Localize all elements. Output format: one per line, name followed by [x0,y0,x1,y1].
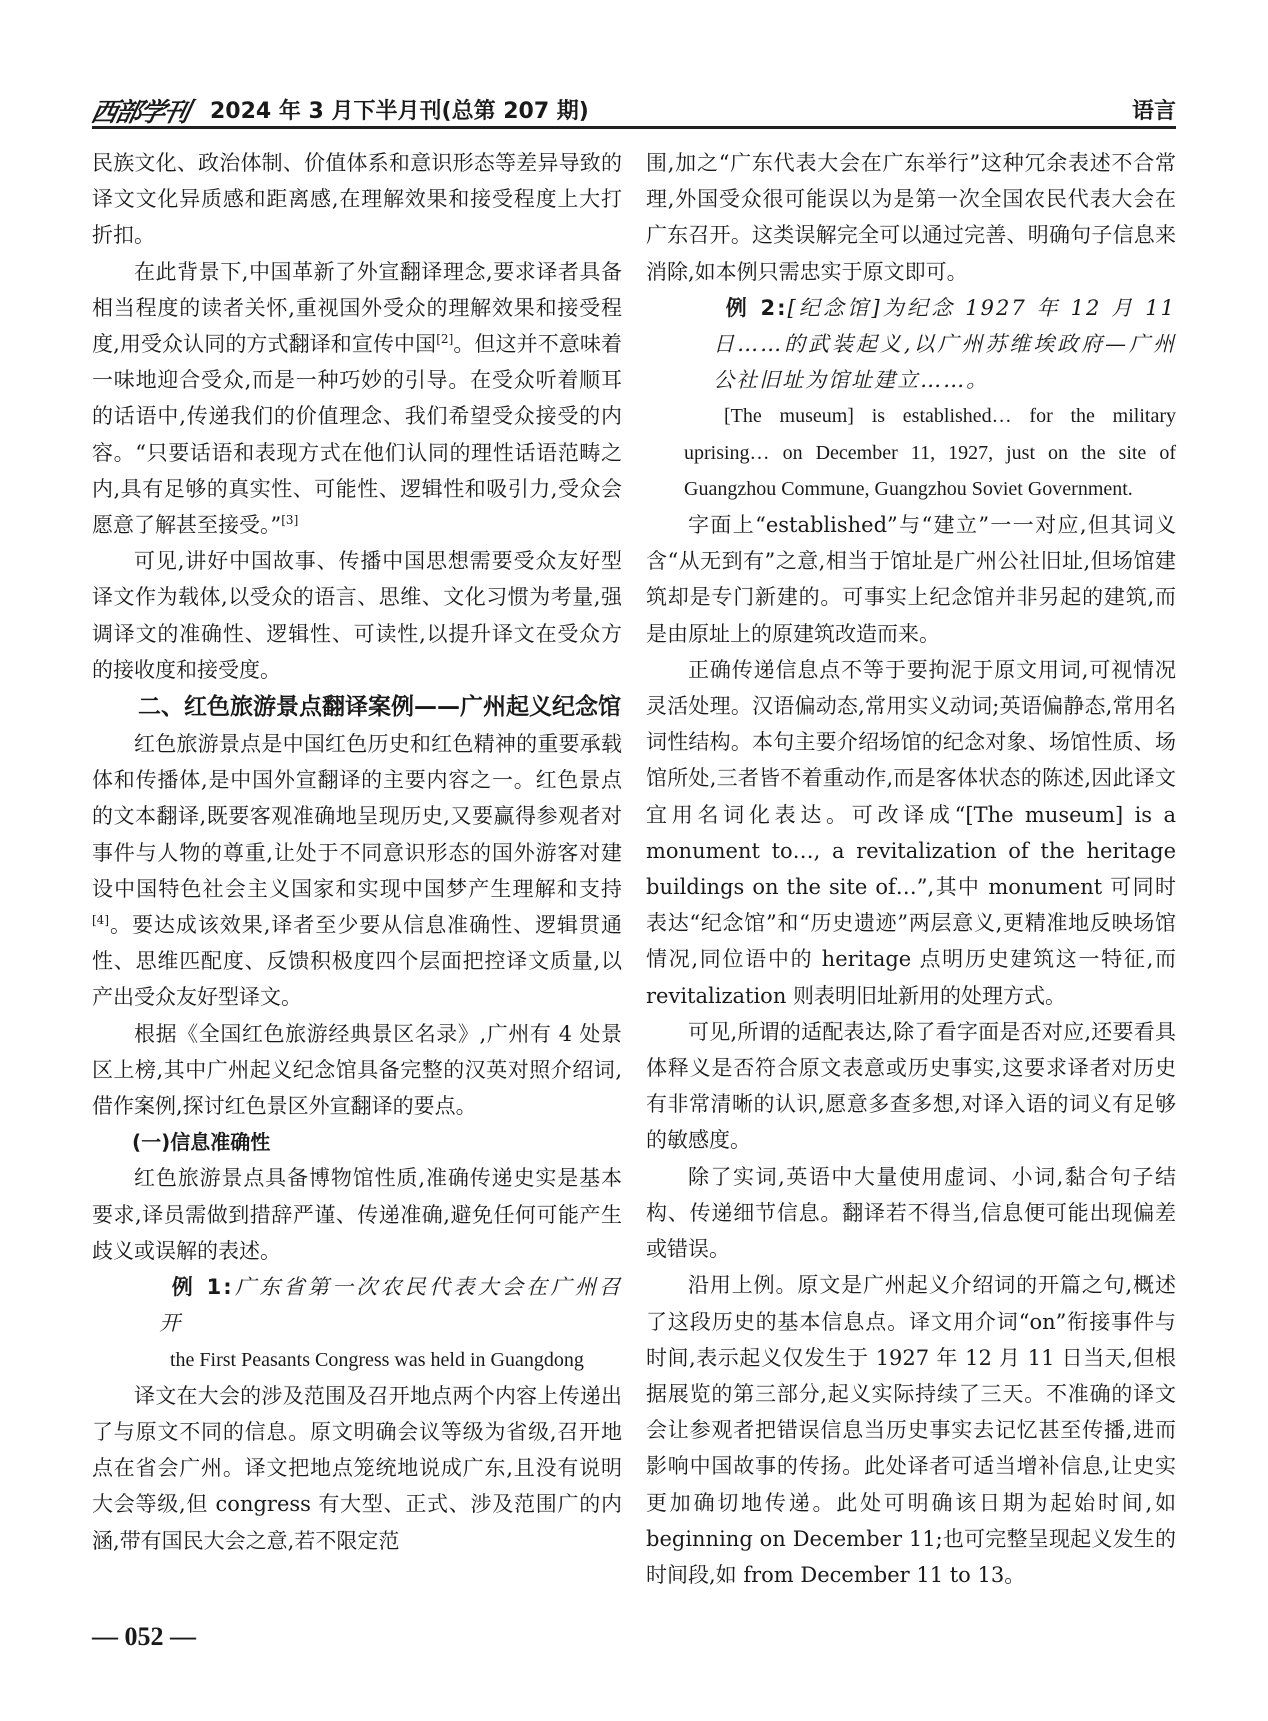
running-header [88,92,1176,130]
paragraph: 在此背景下,中国革新了外宣翻译理念,要求译者具备相当程度的读者关怀,重视国外受众的理解效果和接受程度,用受众认同的方式翻译和宣传中国[2]。但这并不意味着一味地迎合受众,而是一种巧妙的引导。在受众听着顺耳的话语中,传递我们的价值理念、我们希望受众接受的内容。“只要话语和表现方式在他们认同的理性话语范畴之内,具有足够的真实性、可能性、逻辑性和吸引力,受众会愿意了解甚至接受。”[3] [92,259,622,538]
paragraph: 根据《全国红色旅游经典景区名录》,广州有 4 处景区上榜,其中广州起义纪念馆具备完整的汉英对照介绍词,借作案例,探讨红色景区外宣翻译的要点。 [92,1021,622,1119]
paragraph: 民族文化、政治体制、价值体系和意识形态等差异导致的译文文化异质感和距离感,在理解效果和接受程度上大打折扣。 [92,151,622,248]
right-column [646,145,1176,1593]
example-translation: the First Peasants Congress was held in Guangdong [170,1348,584,1371]
example-label: 例 2: [725,295,788,320]
citation: [4] [92,913,109,928]
section-name: 语言 [1131,99,1176,124]
paragraph: 沿用上例。原文是广州起义介绍词的开篇之句,概述了这段历史的基本信息点。译文用介词“on”衔接事件与时间,表示起义仅发生于 1927 年 12 月 11 日当天,但根据展览的第三部分,起义实际持续了三天。不准确的译文会让参观者把错误信息当历史事实去记忆甚至传播,进而影响中国故事的传扬。此处译者可适当增补信息,让史实更加确切地传递。此处可明确该日期为起始时间,如 beginning on December 11;也可完整呈现起义发生的时间段,如 from December 11 to 13。 [646,1273,1176,1587]
paragraph: 围,加之“广东代表大会在广东举行”这种冗余表述不合常理,外国受众很可能误以为是第一次全国农民代表大会在广东召开。这类误解完全可以通过完善、明确句子信息来消除,如本例只需忠实于原文即可。 [646,151,1176,284]
paragraph: 可见,所谓的适配表达,除了看字面是否对应,还要看具体释义是否符合原文表意或历史事实,这要求译者对历史有非常清晰的认识,愿意多查多想,对译入语的词义有足够的敏感度。 [646,1019,1176,1153]
example-source: 例 1:广东省第一次农民代表大会在广州召开 [159,1275,623,1336]
paragraph: 除了实词,英语中大量使用虚词、小词,黏合句子结构、传递细节信息。翻译若不得当,信息便可能出现偏差或错误。 [646,1164,1176,1262]
paragraph: 字面上“established”与“建立”一一对应,但其词义含“从无到有”之意,相当于馆址是广州公社旧址,但场馆建筑却是专门新建的。可事实上纪念馆并非另起的建筑,而是由原址上的原建筑改造而来。 [646,513,1176,646]
paragraph: 红色旅游景点具备博物馆性质,准确传递史实是基本要求,译员需做到措辞严谨、传递准确,避免任何可能产生歧义或误解的表述。 [92,1166,622,1263]
left-column [92,145,622,1559]
example-source: 例 2:[纪念馆]为纪念 1927 年 12 月 11 日……的武装起义,以广州苏维埃政府—广州公社旧址为馆址建立……。 [713,295,1176,393]
journal-logo: 西部学刊 [88,98,191,128]
citation: [3] [281,513,299,528]
issue-info: 2024 年 3 月下半月刊(总第 207 期) [210,99,589,124]
subsection-heading: (一)信息准确性 [132,1130,271,1155]
paragraph: 可见,讲好中国故事、传播中国思想需要受众友好型译文作为载体,以受众的语言、思维、文化习惯为考量,强调译文的准确性、逻辑性、可读性,以提升译文在受众方的接收度和接受度。 [92,549,622,682]
header-rule [92,126,1176,129]
page-number: — 052 — [92,1622,196,1651]
section-heading: 二、红色旅游景点翻译案例——广州起义纪念馆 [138,694,621,721]
citation: [2] [436,332,454,347]
paragraph: 译文在大会的涉及范围及召开地点两个内容上传递出了与原文不同的信息。原文明确会议等级为省级,召开地点在省会广州。译文把地点笼统地说成广东,且没有说明大会等级,但 congress 有大型、正式、涉及范围广的内涵,带有国民大会之意,若不限定范 [92,1383,622,1553]
paragraph: 正确传递信息点不等于要拘泥于原文用词,可视情况灵活处理。汉语偏动态,常用实义动词;英语偏静态,常用名词性结构。本句主要介绍场馆的纪念对象、场馆性质、场馆所处,三者皆不着重动作,而是客体状态的陈述,因此译文宜用名词化表达。可改译成“[The museum] is a monument to…, a revitalization of the heritage buildings on the site of…”,其中 monument 可同时表达“纪念馆”和“历史遗迹”两层意义,更精准地反映场馆情况,同位语中的 heritage 点明历史建筑这一特征,而 revitalization 则表明旧址新用的处理方式。 [646,657,1176,1008]
paragraph: 红色旅游景点是中国红色历史和红色精神的重要承载体和传播体,是中国外宣翻译的主要内容之一。红色景点的文本翻译,既要客观准确地呈现历史,又要赢得参观者对事件与人物的尊重,让处于不同意识形态的国外游客对建设中国特色社会主义国家和实现中国梦产生理解和支持[4]。要达成该效果,译者至少要从信息准确性、逻辑贯通性、思维匹配度、反馈积极度四个层面把控译文质量,以产出受众友好型译文。 [92,732,622,1010]
example-label: 例 1: [171,1275,234,1300]
example-translation: [The museum] is established… for the military uprising… on December 11, 1927, just on the site of Guangzhou Commune, Guangzhou Soviet Government. [684,405,1176,500]
